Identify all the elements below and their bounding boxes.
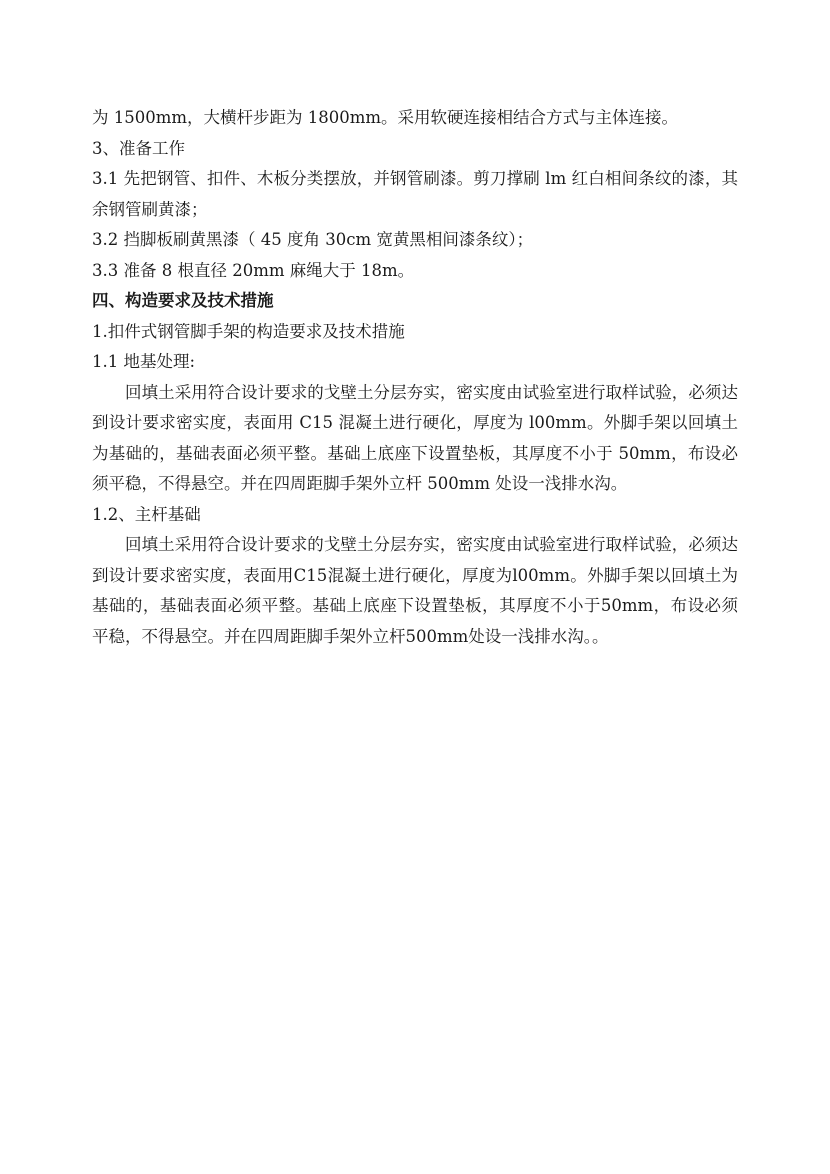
paragraph-continuation: 为 1500mm，大横杆步距为 1800mm。采用软硬连接相结合方式与主体连接。 xyxy=(92,108,679,127)
subsection-heading-1: 1.扣件式钢管脚手架的构造要求及技术措施 xyxy=(92,321,405,341)
paragraph-3-3: 3.3 准备 8 根直径 20mm 麻绳大于 18m。 xyxy=(92,260,415,280)
subsection-heading-1-1: 1.1 地基处理: xyxy=(92,352,196,371)
section-heading-construction: 四、构造要求及技术措施 xyxy=(92,291,274,310)
paragraph-foundation-treatment: 回填土采用符合设计要求的戈壁土分层夯实，密实度由试验室进行取样试验，必须达到设计要求密实度，表面用 C15 混凝土进行硬化，厚度为 l00mm。外脚手架以回填土为基础的，基础表面必须平整。基础上底座下设置垫板，其厚度不小于 50mm，布设必须平稳，不得悬空。并在四周距脚手架外立杆 500mm 处设一浅排水沟。 xyxy=(92,382,738,493)
paragraph-pole-foundation: 回填土采用符合设计要求的戈壁土分层夯实，密实度由试验室进行取样试验，必须达到设计要求密实度，表面用C15混凝土进行硬化，厚度为l00mm。外脚手架以回填土为基础的，基础表面必须平整。基础上底座下设置垫板，其厚度不小于50mm，布设必须平稳，不得悬空。并在四周距脚手架外立杆500mm处设一浅排水沟。。 xyxy=(92,535,738,646)
section-heading-preparation: 3、准备工作 xyxy=(92,138,185,158)
document-body xyxy=(92,103,738,652)
paragraph-3-1: 3.1 先把钢管、扣件、木板分类摆放，并钢管刷漆。剪刀撑刷 lm 红白相间条纹的漆，其余钢管刷黄漆； xyxy=(92,169,738,219)
paragraph-3-2: 3.2 挡脚板刷黄黑漆（ 45 度角 30cm 宽黄黑相间漆条纹）； xyxy=(92,230,534,249)
subsection-heading-1-2: 1.2、主杆基础 xyxy=(92,504,201,524)
